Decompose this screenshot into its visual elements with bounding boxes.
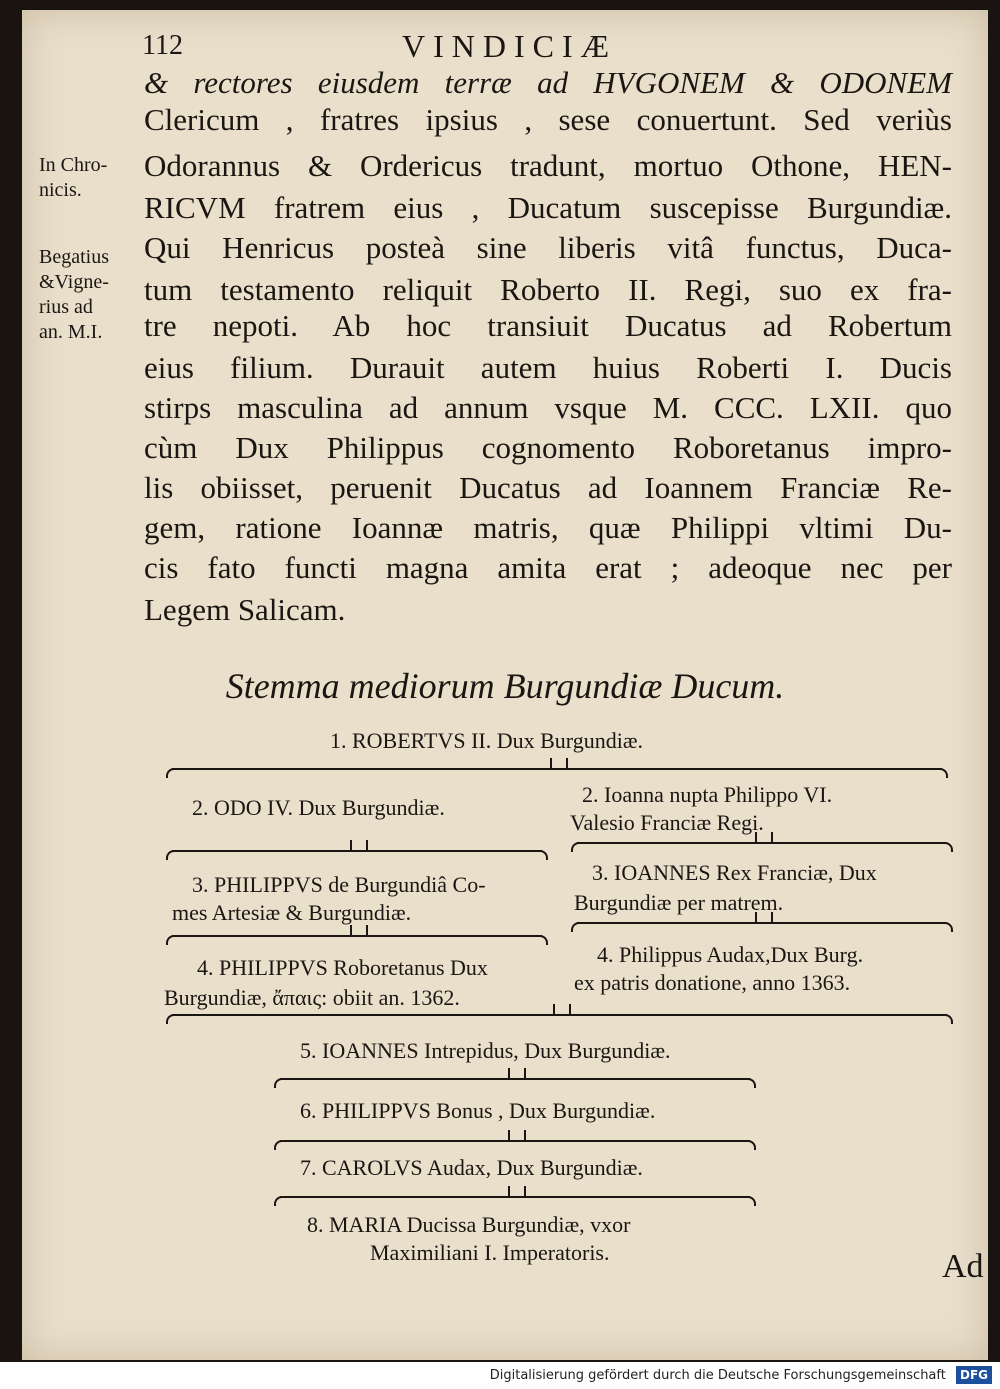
brace-peak [550, 758, 568, 768]
book-page [22, 10, 988, 1360]
margin-note-line: nicis. [39, 179, 82, 201]
stemma-entry: ex patris donatione, anno 1363. [574, 970, 851, 995]
body-line: cis fato functi magna amita erat ; adeoque nec per [144, 550, 952, 585]
stemma-entry: Valesio Franciæ Regi. [570, 810, 764, 835]
footer-text: Digitalisierung gefördert durch die Deutsche Forschungsgemeinschaft [489, 1368, 946, 1383]
stemma-entry: Burgundiæ, ἄπαις: obiit an. 1362. [164, 985, 460, 1010]
stemma-entry: mes Artesiæ & Burgundiæ. [172, 900, 412, 925]
stemma-title: Stemma mediorum Burgundiæ Ducum. [225, 666, 785, 706]
brace [280, 1140, 750, 1154]
brace-peak [553, 1004, 571, 1014]
margin-note-2 [39, 245, 109, 345]
margin-note-line: an. M.I. [39, 321, 103, 343]
margin-note-1 [39, 153, 107, 203]
brace [577, 922, 947, 936]
body-line: Odorannus & Ordericus tradunt, mortuo Othone, HEN- [144, 148, 952, 183]
catchword: Ad [942, 1248, 984, 1285]
brace [172, 850, 542, 864]
body-line: Legem Salicam. [144, 592, 346, 627]
brace [577, 842, 947, 856]
margin-note-line: &Vigne- [39, 271, 109, 293]
brace-peak [755, 832, 773, 842]
brace-peak [508, 1130, 526, 1140]
stemma-entry: 3. PHILIPPVS de Burgundiâ Co- [192, 872, 486, 897]
stemma-entry: 4. PHILIPPVS Roboretanus Dux [197, 955, 488, 980]
stemma-entry: 6. PHILIPPVS Bonus , Dux Burgundiæ. [300, 1098, 656, 1123]
stemma-entry: 8. MARIA Ducissa Burgundiæ, vxor [307, 1212, 631, 1237]
body-line: & rectores eiusdem terræ ad HVGONEM & ODONEM [144, 65, 952, 100]
body-line: tum testamento reliquit Roberto II. Regi, suo ex fra- [144, 272, 952, 307]
stemma-entry: 7. CAROLVS Audax, Dux Burgundiæ. [300, 1155, 643, 1180]
brace [280, 1196, 750, 1210]
brace [172, 935, 542, 949]
brace-peak [755, 912, 773, 922]
page-number: 112 [142, 30, 183, 61]
margin-note-line: In Chro- [39, 154, 108, 176]
body-line: eius filium. Durauit autem huius Roberti I. Ducis [144, 350, 952, 385]
brace-peak [508, 1068, 526, 1078]
stemma-entry: 4. Philippus Audax,Dux Burg. [597, 942, 864, 967]
stemma-entry: Burgundiæ per matrem. [574, 890, 784, 915]
brace-peak [350, 925, 368, 935]
body-line: RICVM fratrem eius , Ducatum suscepisse Burgundiæ. [144, 190, 952, 225]
body-line: stirps masculina ad annum vsque M. CCC. LXII. quo [144, 390, 952, 425]
margin-note-line: Begatius [39, 246, 109, 268]
stemma-entry: 5. IOANNES Intrepidus, Dux Burgundiæ. [300, 1038, 671, 1063]
digitization-footer [0, 1362, 1000, 1389]
body-line: tre nepoti. Ab hoc transiuit Ducatus ad Robertum [144, 308, 952, 343]
brace-peak [508, 1186, 526, 1196]
body-line: cùm Dux Philippus cognomento Roboretanus impro- [144, 430, 952, 465]
margin-note-line: rius ad [39, 296, 93, 318]
body-line: Clericum , fratres ipsius , sese conuertunt. Sed veriùs [144, 102, 952, 137]
stemma-entry: 2. ODO IV. Dux Burgundiæ. [192, 795, 445, 820]
running-title: VINDICIÆ [402, 28, 618, 64]
stemma-entry: Maximiliani I. Imperatoris. [370, 1240, 610, 1265]
brace [172, 768, 942, 782]
body-line: Qui Henricus posteà sine liberis vitâ functus, Duca- [144, 230, 952, 265]
brace [172, 1014, 947, 1028]
brace-peak [350, 840, 368, 850]
body-line: lis obiisset, peruenit Ducatus ad Ioannem Franciæ Re- [144, 470, 952, 505]
body-line: gem, ratione Ioannæ matris, quæ Philippi vltimi Du- [144, 510, 952, 545]
stemma-entry: 2. Ioanna nupta Philippo VI. [582, 782, 833, 807]
stemma-entry: 3. IOANNES Rex Franciæ, Dux [592, 860, 877, 885]
stemma-entry: 1. ROBERTVS II. Dux Burgundiæ. [330, 728, 644, 753]
dfg-logo: DFG [956, 1366, 992, 1384]
brace [280, 1078, 750, 1092]
